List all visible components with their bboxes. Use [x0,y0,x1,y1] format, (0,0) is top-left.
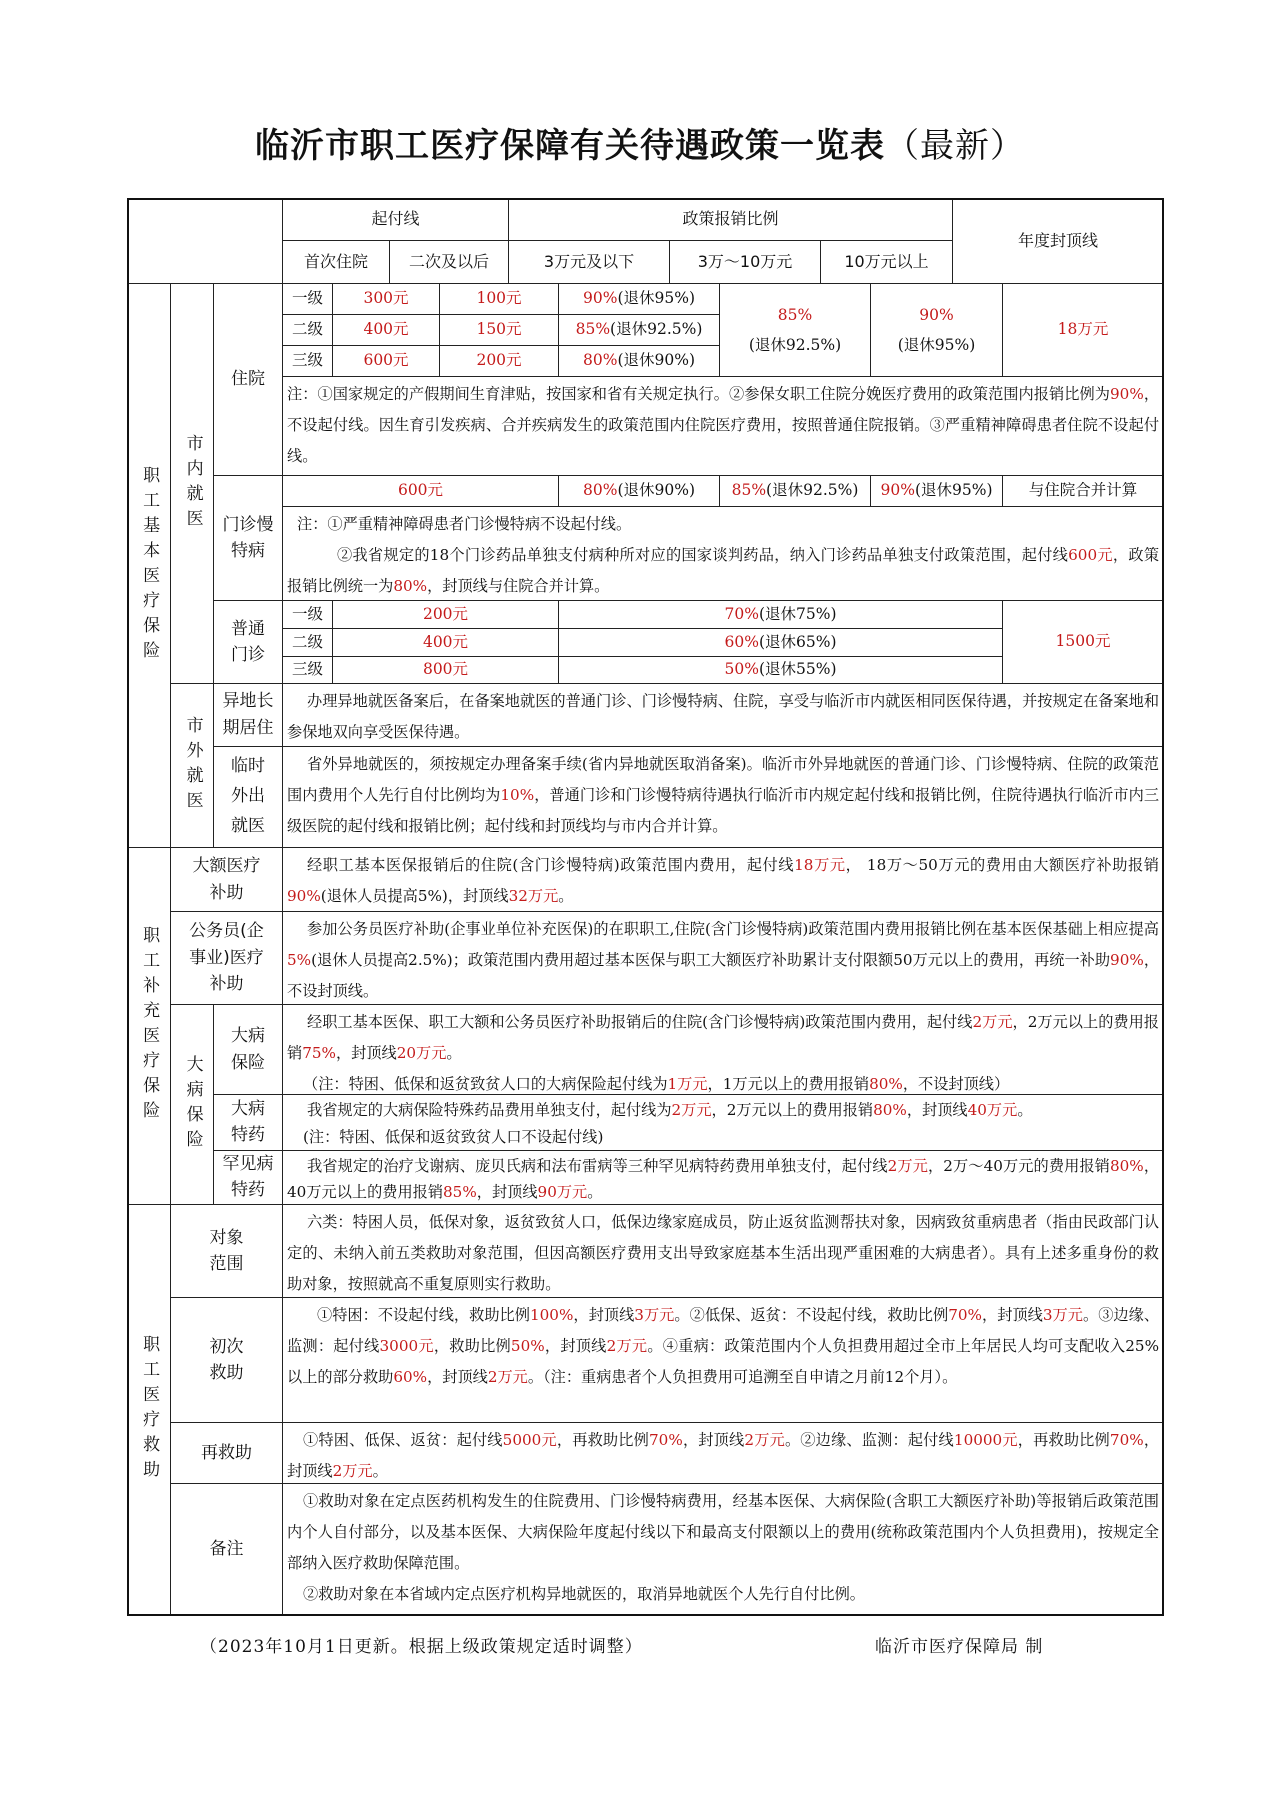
civil-red1: 5% [287,951,312,969]
inpatient-second-1: 100元 [440,284,559,315]
re-assist-d: 。②边缘、监测：起付线 [784,1431,954,1449]
large-text [283,848,1164,912]
rare-d: ，封顶线 [476,1183,538,1201]
civil-c: ，不设封顶线。 [287,951,1160,1000]
large-d: 。 [558,887,574,905]
initial-text [283,1298,1164,1423]
inpatient-note-a: 注：①国家规定的产假期间生育津贴，按国家和省有关规定执行。②参保女职工住院分娩医疗费用的政策范围内报销比例为 [287,385,1110,403]
inpatient-ratio-mid [720,284,871,377]
section-basic: 职工基本医疗保险 [127,284,171,848]
inpatient-label: 住院 [214,284,283,476]
initial-red4: 3万元 [1042,1306,1083,1324]
re-assist-red6: 2万元 [332,1462,373,1480]
general-ratio-2 [559,629,1003,657]
initial-b: ，封顶线 [573,1306,635,1324]
chronic-r1-retired: (退休90%) [617,481,695,500]
targets-label: 对象范围 [171,1205,283,1298]
chronic-note-1: 注：①严重精神障碍患者门诊慢特病不设起付线。 [297,515,632,533]
critical-text [283,1005,1164,1095]
chronic-r2-value: 85% [731,481,767,500]
section-supp: 职工补充医疗保险 [127,848,171,1205]
critical-red4: 1万元 [667,1075,708,1093]
general-ratio-1-retired: (退休75%) [758,604,837,623]
general-level-1: 一级 [283,601,333,629]
critical-a: 经职工基本医保、职工大额和公务员医疗补助报销后的住院(含门诊慢特病)政策范围内费用，起付线 [307,1013,973,1031]
initial-i: ，封顶线 [427,1368,488,1386]
inpatient-first-1: 300元 [333,284,440,315]
inpatient-level-1: 一级 [283,284,333,315]
remote-temp-b: ，普通门诊和门诊慢特病待遇执行临沂市内规定起付线和报销比例，住院待遇执行临沂市内三级医院的起付线和报销比例；起付线和封顶线均与市内合并计算。 [287,786,1160,835]
inpatient-mid-value: 85% [777,306,813,324]
special-red1: 2万元 [671,1101,712,1119]
rare-red2: 80% [1109,1157,1144,1175]
general-ratio-2-retired: (退休65%) [758,632,837,651]
inpatient-high-retired: (退休95%) [897,336,976,354]
general-ratio-3-value: 50% [724,660,759,679]
critical-e: （注：特困、低保和返贫致贫人口的大病保险起付线为 [303,1075,668,1093]
targets-paragraph: 六类：特困人员，低保对象，返贫致贫人口，低保边缘家庭成员，防止返贫监测帮扶对象，因病致贫重病患者（指由民政部门认定的、未纳入前五类救助对象范围，但因高额医疗费用支出导致家庭基本生活出现严重困难的大病患者）。具有上述多重身份的救助对象，按照就高不重复原则实行救助。 [287,1213,1159,1293]
initial-red2: 3万元 [634,1306,675,1324]
chronic-r2 [720,476,871,507]
re-assist-c: ，封顶线 [682,1431,745,1449]
re-assist-red4: 10000元 [953,1431,1018,1449]
section-local: 市内就医 [171,284,214,684]
chronic-note-2b: ，政策报销比例统一为 [287,546,1160,595]
general-level-3: 三级 [283,657,333,684]
general-qifu-1: 200元 [333,601,559,629]
inpatient-level-3: 三级 [283,346,333,377]
general-ratio-1 [559,601,1003,629]
policy-table [127,198,1164,1616]
targets-text [283,1205,1164,1298]
inpatient-ratio-3-value: 80% [583,351,618,370]
remarks-text [283,1484,1164,1616]
header-corner [127,198,283,284]
title-suffix: （最新） [885,126,1025,166]
initial-red8: 60% [393,1368,428,1386]
rare-label: 罕见病特药 [214,1151,283,1205]
remote-temp-red: 10% [500,786,535,804]
large-c: (退休人员提高5%)，封顶线 [320,887,509,905]
civil-label: 公务员(企事业)医疗补助 [171,912,283,1005]
critical-red2: 75% [302,1044,336,1062]
section-assist: 职工医疗救助 [127,1205,171,1616]
remarks-p1: ①救助对象在定点医药机构发生的住院费用、门诊慢特病费用，经基本医保、大病保险(含职工大额医疗补助)等报销后政策范围内个人自付部分，以及基本医保、大病保险年度起付线以下和最高支付限额以上的费用(统称政策范围内个人负担费用)，按规定全部纳入医疗救助保障范围。 [287,1492,1159,1572]
remote-long-paragraph: 办理异地就医备案后，在备案地就医的普通门诊、门诊慢特病、住院，享受与临沂市内就医相同医保待遇，并按规定在备案地和参保地双向享受医保待遇。 [287,692,1159,741]
section-outside: 市外就医 [171,684,214,848]
critical-red5: 80% [869,1075,903,1093]
header-ratio-r1: 3万元及以下 [509,241,670,284]
general-level-2: 二级 [283,629,333,657]
inpatient-first-3: 600元 [333,346,440,377]
large-red2: 90% [287,887,321,905]
special-e: (注：特困、低保和返贫致贫人口不设起付线) [303,1128,604,1146]
chronic-r3 [871,476,1003,507]
general-ratio-3 [559,657,1003,684]
inpatient-level-2: 二级 [283,315,333,346]
footer-update-note: （2023年10月1日更新。根据上级政策规定适时调整） [200,1637,643,1657]
inpatient-ratio-3-retired: (退休90%) [617,351,695,370]
header-qifu: 起付线 [283,198,509,241]
header-ratio: 政策报销比例 [509,198,953,241]
inpatient-ratio-1 [559,284,720,315]
initial-c: 。②低保、返贫：不设起付线，救助比例 [674,1306,949,1324]
remote-temp-a: 省外异地就医的，须按规定办理备案手续(省内异地就医取消备案)。临沂市外异地就医的普通门诊、门诊慢特病、住院的政策范围内费用个人先行自付比例均为 [287,755,1159,804]
inpatient-note-b: ，不设起付线。因生育引发疾病、合并疾病发生的政策范围内住院医疗费用，按照普通住院报销。③严重精神障碍患者住院不设起付线。 [287,385,1160,465]
page-title [0,118,1280,167]
chronic-r2-retired: (退休92.5%) [766,481,859,500]
footer-issuer: 临沂市医疗保障局 制 [875,1637,1044,1657]
initial-g: ，封顶线 [544,1337,607,1355]
inpatient-ratio-2 [559,315,720,346]
re-assist-f: ，封顶线 [287,1431,1160,1480]
general-ratio-3-retired: (退休55%) [758,660,837,679]
critical-red3: 20万元 [396,1044,447,1062]
header-ratio-r3: 10万元以上 [821,241,953,284]
special-text [283,1095,1164,1151]
inpatient-ratio-high [871,284,1003,377]
rare-red1: 2万元 [887,1157,928,1175]
remarks-p2: ②救助对象在本省域内定点医疗机构异地就医的，取消异地就医个人先行自付比例。 [303,1585,865,1603]
re-assist-b: ，再救助比例 [556,1431,650,1449]
chronic-r3-retired: (退休95%) [914,481,993,500]
special-red3: 40万元 [967,1101,1018,1119]
rare-red4: 90万元 [537,1183,588,1201]
section-dabing: 大病保险 [171,1005,214,1205]
inpatient-cap: 18万元 [1003,284,1164,377]
inpatient-ratio-1-value: 90% [583,289,618,308]
large-label: 大额医疗补助 [171,848,283,912]
initial-red5: 3000元 [379,1337,434,1355]
chronic-note-2a: ②我省规定的18个门诊药品单独支付病种所对应的国家谈判药品，纳入门诊药品单独支付政策范围，起付线 [337,546,1069,564]
initial-red1: 100% [529,1306,574,1324]
inpatient-first-2: 400元 [333,315,440,346]
initial-red7: 2万元 [606,1337,648,1355]
special-red2: 80% [873,1101,907,1119]
inpatient-ratio-2-value: 85% [575,320,611,339]
initial-a: ①特困：不设起付线，救助比例 [317,1306,530,1324]
header-first-stay: 首次住院 [283,241,390,284]
inpatient-ratio-2-retired: (退休92.5%) [610,320,703,339]
re-assist-red5: 70% [1109,1431,1144,1449]
rare-a: 我省规定的治疗戈谢病、庞贝氏病和法布雷病等三种罕见病特药费用单独支付，起付线 [307,1157,888,1175]
rare-e: 。 [587,1183,603,1201]
re-assist-text [283,1423,1164,1484]
header-ratio-r2: 3万～10万元 [670,241,821,284]
chronic-note-red2: 80% [393,577,428,595]
inpatient-mid-retired: (退休92.5%) [748,336,842,354]
chronic-note-2c: ，封顶线与住院合并计算。 [427,577,610,595]
initial-red3: 70% [948,1306,982,1324]
special-label: 大病特药 [214,1095,283,1151]
general-ratio-2-value: 60% [724,632,759,651]
title-main: 临沂市职工医疗保障有关待遇政策一览表 [255,126,885,166]
initial-h: 。④重病：政策范围内个人负担费用超过全市上年居民人均可支配收入25%以上的部分救助 [287,1337,1160,1386]
chronic-note-red1: 600元 [1068,546,1113,564]
initial-red9: 2万元 [487,1368,528,1386]
re-assist-red1: 5000元 [502,1431,557,1449]
inpatient-ratio-3 [559,346,720,377]
special-d: 。 [1017,1101,1033,1119]
inpatient-note [283,377,1164,476]
critical-f: ，1万元以上的费用报销 [707,1075,870,1093]
large-red1: 18万元 [794,856,846,874]
chronic-qifu: 600元 [283,476,559,507]
initial-e: 。③边缘、监测：起付线 [287,1306,1160,1355]
re-assist-label: 再救助 [171,1423,283,1484]
critical-b: ，2万元以上的费用报销 [287,1013,1159,1062]
rare-b: ，2万～40万元的费用报销 [927,1157,1110,1175]
initial-d: ，封顶线 [982,1306,1043,1324]
inpatient-second-2: 150元 [440,315,559,346]
header-cap: 年度封顶线 [953,198,1164,284]
inpatient-ratio-1-retired: (退休95%) [617,289,695,308]
civil-red2: 90% [1110,951,1144,969]
civil-text [283,912,1164,1005]
rare-red3: 85% [443,1183,477,1201]
critical-red1: 2万元 [972,1013,1013,1031]
remarks-label: 备注 [171,1484,283,1616]
special-a: 我省规定的大病保险特殊药品费用单独支付，起付线为 [307,1101,672,1119]
critical-c: ，封顶线 [335,1044,397,1062]
remote-temp-text [283,747,1164,848]
civil-a: 参加公务员医疗补助(企事业单位补充医保)的在职职工,住院(含门诊慢特病)政策范围内费用报销比例在基本医保基础上相应提高 [307,920,1159,938]
remote-long-label: 异地长期居住 [214,684,283,747]
large-red3: 32万元 [508,887,559,905]
chronic-label: 门诊慢特病 [214,476,283,601]
rare-c: ，40万元以上的费用报销 [287,1157,1160,1201]
inpatient-note-red: 90% [1110,385,1144,403]
initial-f: ，救助比例 [433,1337,511,1355]
rare-text [283,1151,1164,1205]
general-cap: 1500元 [1003,601,1164,684]
special-c: ，封顶线 [906,1101,968,1119]
general-label: 普通门诊 [214,601,283,684]
header-second-stay: 二次及以后 [390,241,509,284]
inpatient-high-value: 90% [919,306,954,324]
special-b: ，2万元以上的费用报销 [711,1101,874,1119]
remote-long-text [283,684,1164,747]
re-assist-g: 。 [372,1462,388,1480]
initial-j: 。（注：重病患者个人负担费用可追溯至自申请之月前12个月）。 [527,1368,958,1386]
civil-b: (退休人员提高2.5%)；政策范围内费用超过基本医保与职工大额医疗补助累计支付限额50万元以上的费用，再统一补助 [311,951,1111,969]
large-a: 经职工基本医保报销后的住院(含门诊慢特病)政策范围内费用，起付线 [307,856,795,874]
remote-temp-label: 临时外出就医 [214,747,283,848]
re-assist-red3: 2万元 [744,1431,785,1449]
chronic-note [283,507,1164,601]
critical-d: 。 [446,1044,462,1062]
general-ratio-1-value: 70% [724,604,759,623]
large-b: ， 18万～50万元的费用由大额医疗补助报销 [845,856,1159,874]
critical-label: 大病保险 [214,1005,283,1095]
re-assist-a: ①特困、低保、返贫：起付线 [303,1431,503,1449]
inpatient-second-3: 200元 [440,346,559,377]
initial-label: 初次救助 [171,1298,283,1423]
chronic-r3-value: 90% [880,481,915,500]
general-qifu-2: 400元 [333,629,559,657]
initial-red6: 50% [510,1337,545,1355]
re-assist-red2: 70% [649,1431,683,1449]
chronic-r1 [559,476,720,507]
chronic-r1-value: 80% [583,481,618,500]
general-qifu-3: 800元 [333,657,559,684]
re-assist-e: ，再救助比例 [1017,1431,1110,1449]
chronic-cap: 与住院合并计算 [1003,476,1164,507]
critical-g: ，不设封顶线） [902,1075,1010,1093]
